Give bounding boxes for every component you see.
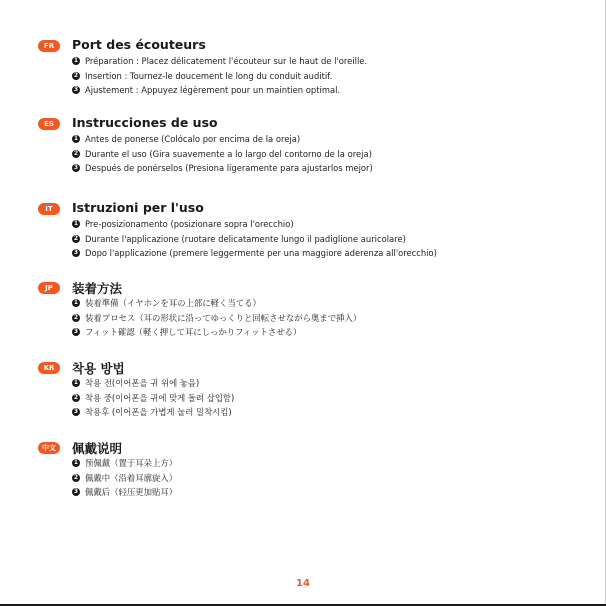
step-item xyxy=(72,456,606,471)
section-title: Port des écouteurs xyxy=(72,37,206,52)
language-badge: JP xyxy=(38,282,60,294)
step-text: 佩戴后（轻压更加贴耳） xyxy=(85,487,178,498)
step-number: 3 xyxy=(73,86,79,94)
step-text: Pre-posizionamento (posizionare sopra l'orecchio) xyxy=(85,219,294,230)
step-item xyxy=(72,405,606,420)
section-title: 佩戴说明 xyxy=(72,441,123,456)
step-item xyxy=(72,83,606,98)
step-text: 착용 전(이어폰을 귀 위에 놓음) xyxy=(85,378,200,389)
section-fr xyxy=(38,38,578,104)
step-item xyxy=(72,54,606,69)
step-list xyxy=(72,54,606,98)
section-title: Istruzioni per l'uso xyxy=(72,200,204,215)
step-item xyxy=(72,376,606,391)
step-item xyxy=(72,246,606,261)
step-item xyxy=(72,485,606,500)
step-item xyxy=(72,325,606,340)
step-number: 2 xyxy=(73,313,79,321)
step-text: Durante l'applicazione (ruotare delicatamente lungo il padiglione auricolare) xyxy=(85,233,406,244)
step-text: Insertion : Tournez-le doucement le long du conduit auditif. xyxy=(85,70,333,81)
section-title: 착용 방법 xyxy=(72,361,125,376)
step-number: 3 xyxy=(73,164,79,172)
step-text: Préparation : Placez délicatement l'écouteur sur le haut de l'oreille. xyxy=(85,56,368,67)
step-item xyxy=(72,132,606,147)
page-number: 14 xyxy=(296,578,310,589)
step-item xyxy=(72,217,606,232)
language-badge: 中文 xyxy=(38,442,60,454)
step-number: 1 xyxy=(73,379,79,387)
step-number: 2 xyxy=(73,393,79,401)
step-number: 1 xyxy=(73,135,79,143)
step-item xyxy=(72,391,606,406)
step-item xyxy=(72,232,606,247)
step-text: Después de ponérselos (Presiona ligeramente para ajustarlos mejor) xyxy=(85,163,373,174)
language-badge: KR xyxy=(38,362,60,374)
step-number: 3 xyxy=(73,249,79,257)
step-list xyxy=(72,132,606,176)
step-text: 佩戴中（沿着耳廓旋入） xyxy=(85,472,178,483)
step-number: 2 xyxy=(73,473,79,481)
step-item xyxy=(72,161,606,176)
step-text: フィット確認（軽く押して耳にしっかりフィットさせる） xyxy=(85,327,302,338)
section-es xyxy=(38,116,578,182)
step-number: 2 xyxy=(73,71,79,79)
step-number: 1 xyxy=(73,459,79,467)
step-list xyxy=(72,376,606,420)
section-jp xyxy=(38,280,578,346)
step-number: 1 xyxy=(73,220,79,228)
step-number: 3 xyxy=(73,328,79,336)
language-badge: IT xyxy=(38,203,60,215)
step-text: 预佩戴（置于耳朵上方） xyxy=(85,458,178,469)
step-item xyxy=(72,311,606,326)
language-badge: FR xyxy=(38,40,60,52)
step-text: 装着プロセス（耳の形状に沿ってゆっくりと回転させながら奥まで挿入） xyxy=(85,312,362,323)
step-number: 1 xyxy=(73,299,79,307)
step-list xyxy=(72,217,606,261)
section-zh xyxy=(38,440,578,506)
section-title: 装着方法 xyxy=(72,281,123,296)
step-item xyxy=(72,147,606,162)
step-item xyxy=(72,471,606,486)
step-list xyxy=(72,296,606,340)
step-text: Durante el uso (Gira suavemente a lo largo del contorno de la oreja) xyxy=(85,148,372,159)
step-text: 착용 중(이어폰을 귀에 맞게 돌려 삽입함) xyxy=(85,392,235,403)
section-it xyxy=(38,201,578,267)
step-text: Dopo l'applicazione (premere leggermente per una maggiore aderenza all'orecchio) xyxy=(85,248,437,259)
step-number: 2 xyxy=(73,149,79,157)
step-text: Ajustement : Appuyez légèrement pour un maintien optimal. xyxy=(85,85,341,96)
language-badge: ES xyxy=(38,118,60,130)
step-number: 1 xyxy=(73,57,79,65)
step-item xyxy=(72,296,606,311)
step-number: 2 xyxy=(73,234,79,242)
step-text: 착용후 (이어폰을 가볍게 눌러 밀착시킴) xyxy=(85,407,232,418)
step-number: 3 xyxy=(73,408,79,416)
step-list xyxy=(72,456,606,500)
step-number: 3 xyxy=(73,488,79,496)
step-text: Antes de ponerse (Colócalo por encima de la oreja) xyxy=(85,134,301,145)
step-text: 装着準備（イヤホンを耳の上部に軽く当てる） xyxy=(85,298,261,309)
section-title: Instrucciones de uso xyxy=(72,115,218,130)
step-item xyxy=(72,69,606,84)
section-kr xyxy=(38,360,578,426)
